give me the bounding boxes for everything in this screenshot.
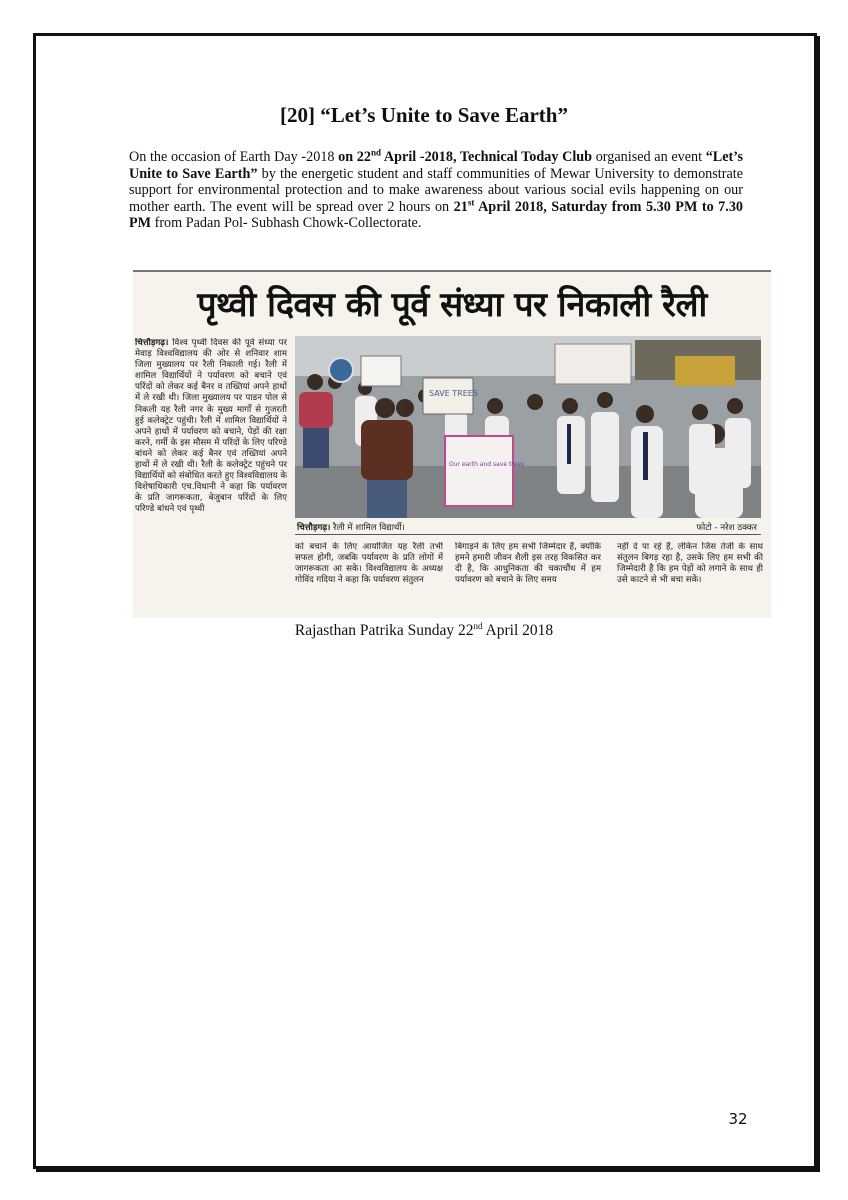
rally-photo: [295, 336, 761, 518]
source-text: Rajasthan Patrika Sunday 22: [294, 622, 474, 639]
intro-date-sup: nd: [371, 147, 382, 158]
intro-paragraph: [129, 149, 743, 232]
photo-credit: फोटो - नरेश ठक्कर: [696, 523, 757, 533]
clipping-column-4: नहीं दे पा रहे हैं, लेकिन जिस तेजी के साथ संतुलन बिगड़ रहा है, उसके लिए हम सभी की जिम्मेदारी है कि हम पेड़ों को लगाने के साथ ही उसे काटने से भी बचा सकें।: [617, 542, 763, 586]
clipping-column-3: बिगाड़ने के लिए हम सभी जिम्मेदार हैं, क्योंकि हमने हमारी जीवन शैली इस तरह विकसित कर दी है, कि आधुनिकता की चकाचौंध में हम पर्यावरण को बचाने के लिए समय: [455, 542, 601, 586]
clipping-headline: पृथ्वी दिवस की पूर्व संध्या पर निकाली रैली: [197, 285, 707, 325]
event-day: 21: [453, 198, 468, 215]
source-sup: nd: [473, 620, 483, 631]
event-day-sup: st: [467, 197, 475, 208]
intro-date-bold: [338, 149, 592, 165]
event-name: “Let’s Unite to Save Earth”: [129, 149, 744, 182]
intro-text-4: from Padan Pol- Subhash Chowk-Collectorate.: [151, 215, 422, 232]
clipping-source: [0, 622, 848, 640]
rally-photo-illustration: [295, 336, 761, 518]
newspaper-clipping: [133, 270, 771, 618]
intro-date-rest: April -2018, Technical Today Club: [381, 149, 593, 165]
photo-caption: [295, 520, 761, 535]
column-1-text: विश्व पृथ्वी दिवस की पूर्व संध्या पर मेवाड़ विश्वविद्यालय की ओर से शनिवार शाम जिला मुख्यालय पर रैली निकाली गई। रैली में शामिल विद्यार्थियों ने पर्यावरण को बचाने एवं परिंदों को लेकर कई बैनर व तख्तियां अपने हाथों में ले रखी थी। जिला मुख्यालय पर पाडन पोल से निकली यह रैली नगर के मुख्य मार्गों से गुजरती हुई कलेक्ट्रेट पहुंची। रैली में शामिल विद्यार्थियों ने अपने हाथों में पर्यावरण को बचाने, पेड़ों की रक्षा करने, गर्मी के इस मौसम में परिंदों के लिए परिण्डे बांधने को लेकर कई बैनर एवं तख्तियां अपने हाथों में ले रखी थी। रैली के कलेक्ट्रेट पहुंचने पर विद्यार्थियों को संबोधित करते हुए विश्वविद्यालय के विशेषाधिकारी एच.विधानी ने कहा कि पर्यावरण के प्रति जागरूकता, बेजुबान परिंदों के लिए परिण्डे बांधने एवं पृथ्वी: [135, 338, 287, 515]
caption-body: रैली में शामिल विद्यार्थी।: [330, 523, 405, 533]
event-time: April 2018, Saturday from 5.30 PM to 7.30 PM: [129, 198, 744, 232]
clipping-column-1: [135, 338, 287, 614]
caption-dateline: चित्तौड़गढ़।: [297, 523, 331, 533]
clipping-top-rule: [133, 270, 771, 272]
intro-text-1: On the occasion of Earth Day -2018: [129, 149, 339, 165]
page-number: 32: [728, 1110, 748, 1128]
caption-text: [297, 521, 405, 533]
intro-text-3: by the energetic student and staff communities of Mewar University to demonstrate support for environmental protection and to make awareness about various social evils happening on our mother earth. The event will be spread over 2 hours on: [129, 165, 743, 215]
source-date: April 2018: [482, 622, 554, 639]
page-title: [20] “Let’s Unite to Save Earth”: [280, 103, 568, 127]
banner-label-2: Our earth and save trees: [449, 461, 525, 468]
dateline: चित्तौड़गढ़।: [135, 338, 169, 348]
clipping-column-2: को बचाने के लिए आयोजित यह रैली तभी सफल होगी, जबकि पर्यावरण के प्रति लोगों में जागरूकता आ सके। विश्वविद्यालय के अध्यक्ष गोविंद गदिया ने कहा कि पर्यावरण संतुलन: [295, 542, 443, 586]
intro-date-day: on 22: [338, 149, 371, 165]
intro-text-2: organised an event: [592, 149, 706, 165]
banner-label-1: SAVE TREES: [429, 389, 478, 398]
